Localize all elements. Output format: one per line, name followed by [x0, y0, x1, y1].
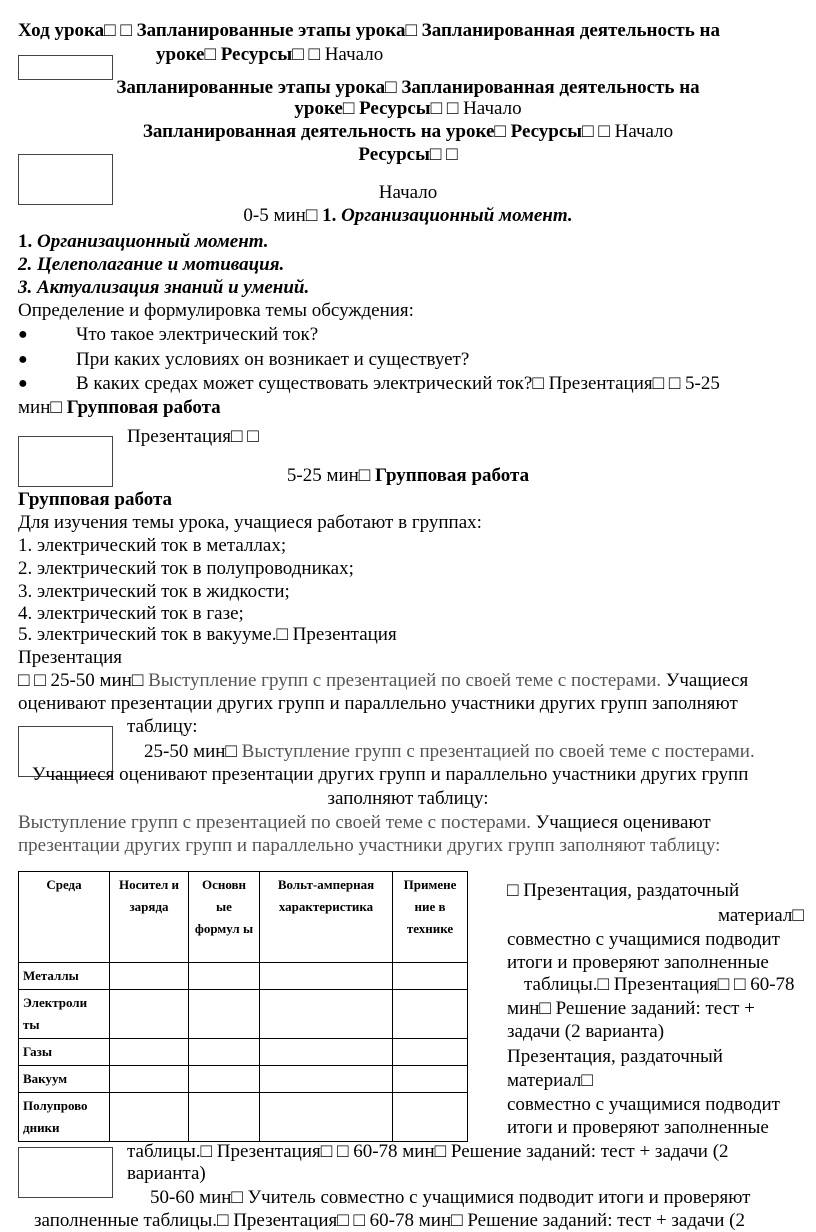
- paragraph-line: заполненные таблицы.□ Презентация□ □ 60-78 мин□ Решение заданий: тест + задачи (2: [34, 1210, 745, 1231]
- side-text: итоги и проверяют заполненные: [507, 1117, 769, 1138]
- side-text: совместно с учащимися подводит: [507, 1094, 780, 1115]
- table-cell-empty: [189, 1066, 260, 1093]
- question-1: Что такое электрический ток?: [76, 324, 319, 345]
- stage-3: 3. Актуализация знаний и умений.: [18, 277, 310, 298]
- table-row: [19, 990, 468, 1039]
- side-text: □ Презентация, раздаточный: [507, 880, 740, 901]
- side-text: материал□: [507, 1070, 593, 1091]
- table-cell-empty: [260, 1093, 393, 1142]
- side-text: Презентация, раздаточный: [507, 1046, 723, 1067]
- stage-org-moment: [0, 205, 816, 227]
- table-cell-empty: [260, 1039, 393, 1066]
- paragraph-line: [18, 812, 711, 834]
- question-3: В каких средах может существовать электрический ток?□ Презентация□ □ 5-25: [76, 373, 720, 394]
- table-cell-empty: [393, 963, 468, 990]
- stage-1: [18, 231, 269, 253]
- text-run: Групповая работа: [375, 465, 530, 486]
- side-text: мин□ Решение заданий: тест +: [507, 998, 755, 1019]
- side-text: итоги и проверяют заполненные: [507, 952, 769, 973]
- group-topic: 1. электрический ток в металлах;: [18, 535, 287, 556]
- side-text: задачи (2 варианта): [507, 1021, 665, 1042]
- heading-continuation: [156, 44, 383, 66]
- text-run: 0-5 мин□: [243, 205, 323, 226]
- paragraph-line: оценивают презентации других групп и параллельно участники других групп заполняют: [18, 693, 738, 714]
- text-run: Запланированная деятельность на уроке□ Ресурсы□ □: [142, 121, 610, 142]
- table-cell: Электроли ты: [19, 990, 110, 1039]
- text-run: Организационный момент.: [341, 205, 573, 226]
- table-header-cell: Носител и заряда: [110, 872, 189, 963]
- table-cell-empty: [110, 1066, 189, 1093]
- table-cell-empty: [189, 990, 260, 1039]
- table-header-cell: Примене ние в технике: [393, 872, 468, 963]
- table-cell-empty: [260, 963, 393, 990]
- table-cell-empty: [189, 963, 260, 990]
- text-run: Начало: [458, 98, 522, 119]
- text-run: 1.: [322, 205, 342, 226]
- table-cell-empty: [189, 1093, 260, 1142]
- group-intro: Для изучения темы урока, учащиеся работают в группах:: [18, 512, 482, 533]
- heading-lesson-plan: Ход урока□ □ Запланированные этапы урока□ Запланированная деятельность на: [18, 20, 720, 41]
- text-run: Начало: [609, 121, 674, 142]
- text-run: Начало: [319, 44, 384, 65]
- text-run: 1.: [18, 231, 37, 252]
- text-run: Организационный момент.: [37, 231, 269, 252]
- table-header-cell: Вольт-амперная характеристика: [260, 872, 393, 963]
- table-header-row: [19, 872, 468, 963]
- table-cell-empty: [260, 1066, 393, 1093]
- group-topic: 4. электрический ток в газе;: [18, 603, 244, 624]
- paragraph-line: 50-60 мин□ Учитель совместно с учащимися подводит итоги и проверяют: [150, 1187, 751, 1208]
- question-2: При каких условиях он возникает и существует?: [76, 349, 470, 370]
- text-run: Выступление групп с презентацией по своей теме с постерами.: [18, 812, 532, 833]
- side-text: материал□: [718, 905, 804, 926]
- table-cell: Вакуум: [19, 1066, 110, 1093]
- group-topic: 2. электрический ток в полупроводниках;: [18, 558, 354, 579]
- text-run: Выступление групп с презентацией по своей теме с постерами.: [241, 741, 755, 762]
- bullet-icon: ●: [18, 375, 28, 392]
- text-run: мин□: [18, 397, 67, 418]
- table-cell-empty: [110, 963, 189, 990]
- group-topic: 3. электрический ток в жидкости;: [18, 581, 290, 602]
- heading-repeat-cont: [0, 98, 816, 120]
- image-frame: [18, 1147, 113, 1198]
- resource-presentation: Презентация: [18, 647, 123, 668]
- table-cell-empty: [393, 1093, 468, 1142]
- table-cell-empty: [110, 1093, 189, 1142]
- group-topic: 5. электрический ток в вакууме.□ Презентация: [18, 624, 397, 645]
- paragraph-line: варианта): [127, 1163, 206, 1184]
- side-text: совместно с учащимися подводит: [507, 929, 780, 950]
- table-header-cell: Среда: [19, 872, 110, 963]
- table-cell: Металлы: [19, 963, 110, 990]
- table-row: [19, 1093, 468, 1142]
- text-run: 25-50 мин□: [144, 741, 242, 762]
- table-cell-empty: [393, 1039, 468, 1066]
- table-row: [19, 1039, 468, 1066]
- paragraph-line: Учащиеся оценивают презентации других групп и параллельно участники других групп: [32, 764, 749, 785]
- table-row: [19, 963, 468, 990]
- paragraph-line: презентации других групп и параллельно участники других групп заполняют таблицу:: [18, 835, 721, 856]
- text-run: 5-25 мин□: [286, 465, 376, 486]
- table-cell-empty: [189, 1039, 260, 1066]
- heading-repeat: Запланированные этапы урока□ Запланированная деятельность на: [116, 77, 700, 98]
- bullet-icon: ●: [18, 351, 28, 368]
- section-heading: Групповая работа: [18, 489, 173, 510]
- paragraph-line: заполняют таблицу:: [327, 788, 489, 809]
- table-cell: Газы: [19, 1039, 110, 1066]
- table-cell-empty: [393, 990, 468, 1039]
- table-row: [19, 1066, 468, 1093]
- stage-presentations: [18, 670, 748, 692]
- bullet-icon: ●: [18, 326, 28, 343]
- text-run: Групповая работа: [66, 397, 221, 418]
- text-run: Выступление групп с презентацией по своей теме с постерами.: [148, 670, 662, 691]
- media-table: [18, 871, 468, 1142]
- group-work-label: [18, 397, 221, 419]
- discussion-intro: Определение и формулировка темы обсуждения:: [18, 300, 414, 321]
- resource-presentation: Презентация□ □: [127, 426, 259, 447]
- heading-repeat-2: [0, 121, 816, 143]
- paragraph-line: таблицы.□ Презентация□ □ 60-78 мин□ Решение заданий: тест + задачи (2: [127, 1141, 729, 1162]
- stage-2: 2. Целеполагание и мотивация.: [18, 254, 285, 275]
- side-text: таблицы.□ Презентация□ □ 60-78: [524, 974, 795, 995]
- text-run: Учащиеся оценивают: [531, 812, 711, 833]
- table-cell: Полупрово дники: [19, 1093, 110, 1142]
- table-header-cell: Основн ые формул ы: [189, 872, 260, 963]
- heading-resources: Ресурсы□ □: [358, 144, 458, 165]
- text-run: уроке□ Ресурсы□ □: [156, 44, 320, 65]
- table-cell-empty: [110, 1039, 189, 1066]
- text-run: уроке□ Ресурсы□ □: [294, 98, 459, 119]
- table-cell-empty: [260, 990, 393, 1039]
- label-start: Начало: [378, 182, 438, 203]
- text-run: □ □ 25-50 мин□: [18, 670, 149, 691]
- table-cell-empty: [110, 990, 189, 1039]
- stage-group-work: [0, 465, 816, 487]
- text-run: Учащиеся: [661, 670, 749, 691]
- paragraph-line: таблицу:: [127, 716, 198, 737]
- table-cell-empty: [393, 1066, 468, 1093]
- stage-presentations: [144, 741, 755, 763]
